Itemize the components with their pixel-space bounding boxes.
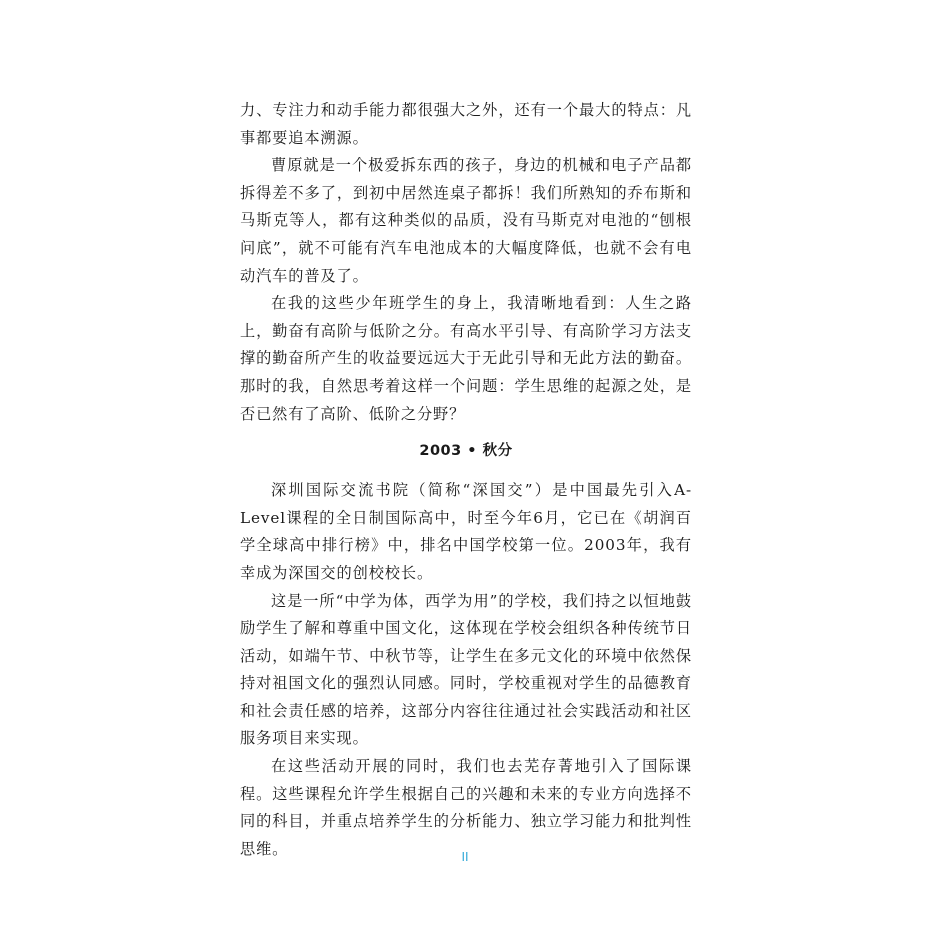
section-heading: 2003 • 秋分 (419, 443, 513, 460)
text-column (240, 97, 692, 863)
paragraph-cao-yuan: 曹原就是一个极爱拆东西的孩子，身边的机械和电子产品都拆得差不多了，到初中居然连桌子都拆！我们所熟知的乔布斯和马斯克等人，都有这种类似的品质，没有马斯克对电池的“刨根问底”，就不可能有汽车电池成本的大幅度降低，也就不会有电动汽车的普及了。 (240, 156, 692, 285)
paragraph-school-intro: 深圳国际交流书院（简称“深国交”）是中国最先引入A-Level课程的全日制国际高中，时至今年6月，它已在《胡润百学全球高中排行榜》中，排名中国学校第一位。2003年，我有幸成为深国交的创校校长。 (240, 481, 692, 582)
page-number: II (461, 850, 469, 864)
paragraph-continued: 力、专注力和动手能力都很强大之外，还有一个最大的特点：凡事都要追本溯源。 (240, 101, 692, 147)
paragraph-chinese-culture: 这是一所“中学为体，西学为用”的学校，我们持之以恒地鼓励学生了解和尊重中国文化，这体现在学校会组织各种传统节日活动，如端午节、中秋节等，让学生在多元文化的环境中依然保持对祖国文化的强烈认同感。同时，学校重视对学生的品德教育和社会责任感的培养，这部分内容往往通过社会实践活动和社区服务项目来实现。 (240, 591, 692, 748)
paragraph-diligence: 在我的这些少年班学生的身上，我清晰地看到：人生之路上，勤奋有高阶与低阶之分。有高水平引导、有高阶学习方法支撑的勤奋所产生的收益要远远大于无此引导和无此方法的勤奋。那时的我，自然思考着这样一个问题：学生思维的起源之处，是否已然有了高阶、低阶之分野？ (240, 294, 692, 423)
paragraph-international-courses: 在这些活动开展的同时，我们也去芜存菁地引入了国际课程。这些课程允许学生根据自己的兴趣和未来的专业方向选择不同的科目，并重点培养学生的分析能力、独立学习能力和批判性思维。 (240, 757, 692, 858)
